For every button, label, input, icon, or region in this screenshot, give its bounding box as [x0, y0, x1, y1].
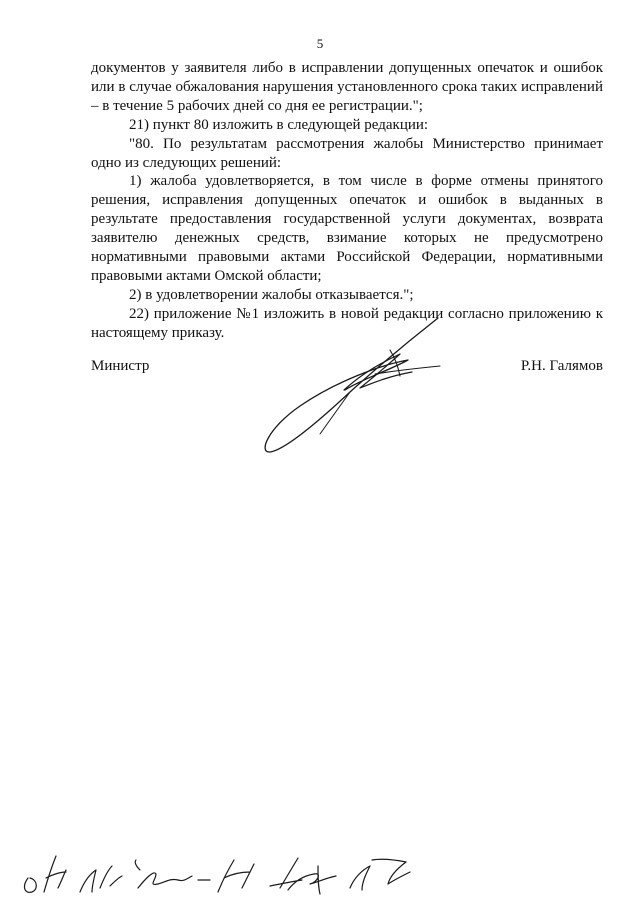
handwritten-signature [240, 310, 460, 460]
signer-position: Министр [91, 358, 150, 374]
approval-initials-row [18, 848, 458, 900]
paragraph-decision-2: 2) в удовлетворении жалобы отказывается."; [129, 286, 414, 303]
paragraph-point-80: "80. По результатам рассмотрения жалобы Министерство принимает одно из следующих решений: [91, 135, 603, 171]
paragraph-item-22: 22) приложение №1 изложить в новой редакции согласно приложению к настоящему приказу. [91, 305, 603, 341]
page-number: 5 [316, 36, 324, 51]
paragraph-continuation: документов у заявителя либо в исправлении допущенных опечаток и ошибок или в случае обжалования нарушения установленного срока таких исправлений – в течение 5 рабочих дней со дня ее регистрации."; [91, 60, 603, 114]
paragraph-decision-1: 1) жалоба удовлетворяется, в том числе в форме отмены принятого решения, исправления допущенных опечаток и ошибок в выданных в результате предоставления государственной услуги документах, возврата заявителю денежных средств, взимание которых не предусмотрено нормативными правовыми актами Российской Федерации, нормативными правовыми актами Омской области; [91, 173, 603, 284]
paragraph-item-21: 21) пункт 80 изложить в следующей редакции: [129, 116, 429, 133]
signer-name: Р.Н. Галямов [520, 358, 603, 374]
document-body [91, 59, 603, 343]
